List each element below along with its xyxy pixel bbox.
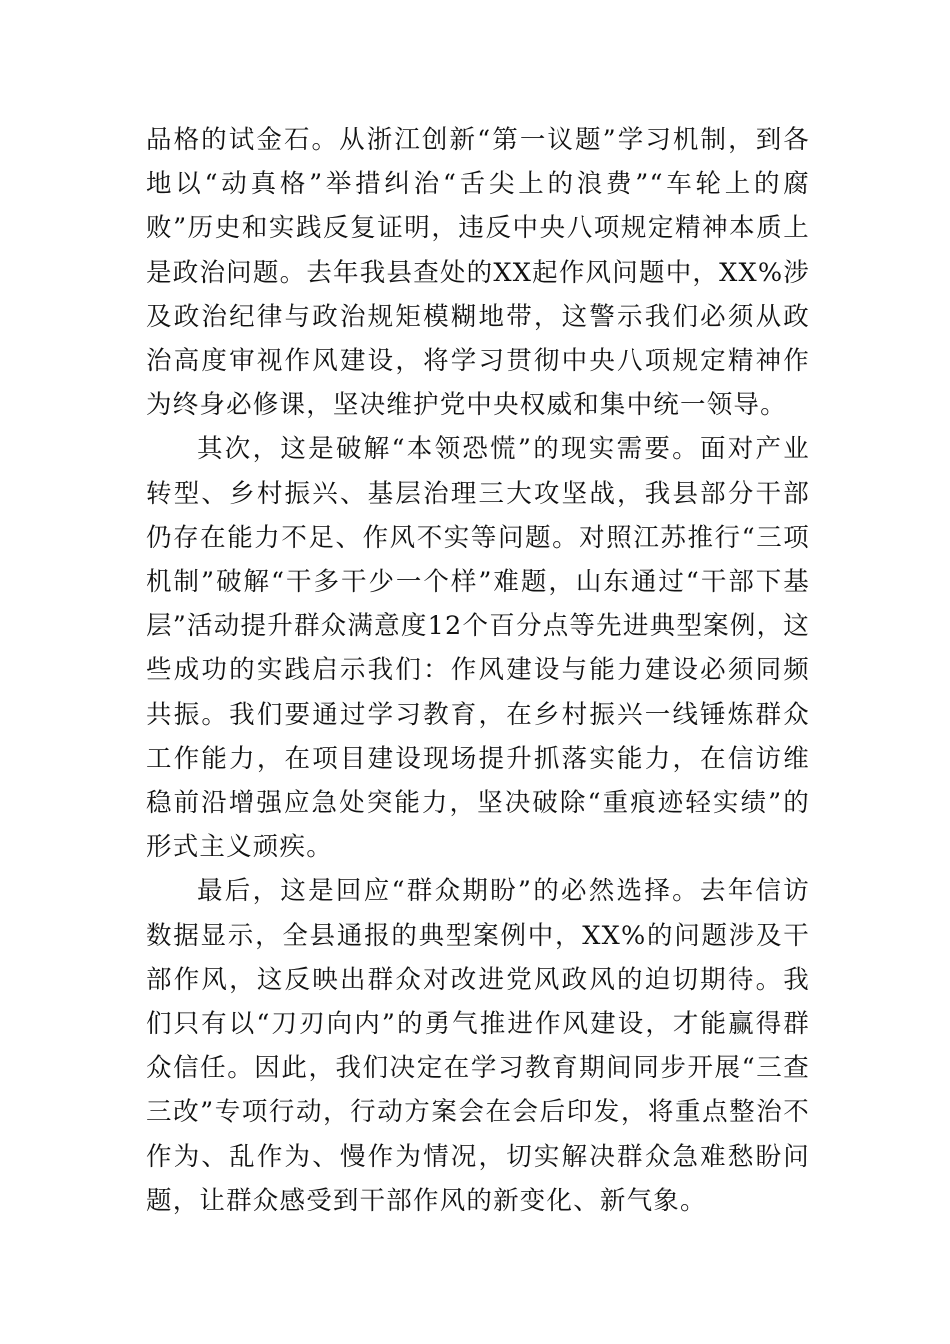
document-body: [146, 118, 810, 1223]
paragraph-1: 品格的试金石。从浙江创新“第一议题”学习机制，到各地以“动真格”举措纠治“舌尖上的浪费”“车轮上的腐败”历史和实践反复证明，违反中央八项规定精神本质上是政治问题。去年我县查处的XX起作风问题中，XX%涉及政治纪律与政治规矩模糊地带，这警示我们必须从政治高度审视作风建设，将学习贯彻中央八项规定精神作为终身必修课，坚决维护党中央权威和集中统一领导。: [146, 125, 810, 421]
paragraph-3: 最后，这是回应“群众期盼”的必然选择。去年信访数据显示，全县通报的典型案例中，XX%的问题涉及干部作风，这反映出群众对改进党风政风的迫切期待。我们只有以“刀刃向内”的勇气推进作风建设，才能赢得群众信任。因此，我们决定在学习教育期间同步开展“三查三改”专项行动，行动方案会在会后印发，将重点整治不作为、乱作为、慢作为情况，切实解决群众急难愁盼问题，让群众感受到干部作风的新变化、新气象。: [146, 876, 810, 1216]
paragraph-2: 其次，这是破解“本领恐慌”的现实需要。面对产业转型、乡村振兴、基层治理三大攻坚战，我县部分干部仍存在能力不足、作风不实等问题。对照江苏推行“三项机制”破解“干多干少一个样”难题，山东通过“干部下基层”活动提升群众满意度12个百分点等先进典型案例，这些成功的实践启示我们：作风建设与能力建设必须同频共振。我们要通过学习教育，在乡村振兴一线锤炼群众工作能力，在项目建设现场提升抓落实能力，在信访维稳前沿增强应急处突能力，坚决破除“重痕迹轻实绩”的形式主义顽疾。: [146, 434, 810, 863]
